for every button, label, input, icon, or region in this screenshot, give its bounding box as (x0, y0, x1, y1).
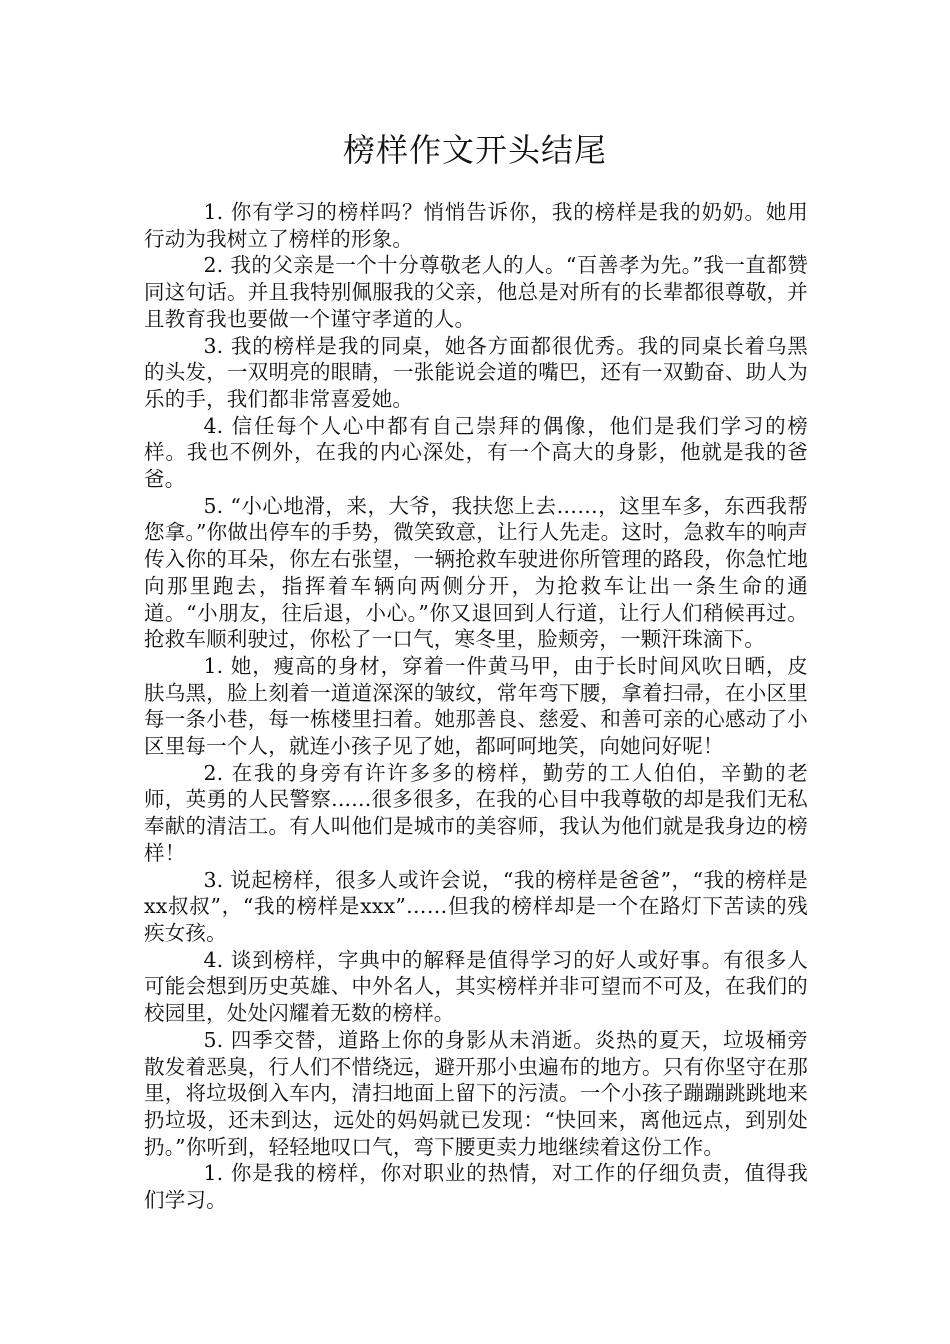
paragraph: 3. 我的榜样是我的同桌，她各方面都很优秀。我的同桌长着乌黑的头发，一双明亮的眼睛，一张能说会道的嘴巴，还有一双勤奋、助人为乐的手，我们都非常喜爱她。 (144, 333, 808, 411)
paragraph: 1. 你是我的榜样，你对职业的热情，对工作的仔细负责，值得我们学习。 (144, 1161, 808, 1213)
paragraph: 1. 你有学习的榜样吗？悄悄告诉你，我的榜样是我的奶奶。她用行动为我树立了榜样的形象。 (144, 200, 808, 251)
paragraph: 2. 我的父亲是一个十分尊敬老人的人。“百善孝为先。”我一直都赞同这句话。并且我特别佩服我的父亲，他总是对所有的长辈都很尊敬，并且教育我也要做一个谨守孝道的人。 (144, 253, 808, 331)
paragraph: 4. 信任每个人心中都有自己崇拜的偶像，他们是我们学习的榜样。我也不例外，在我的内心深处，有一个高大的身影，他就是我的爸爸。 (144, 413, 808, 492)
paragraph: 5. “小心地滑，来，大爷，我扶您上去……，这里车多，东西我帮您拿。”你做出停车的手势，微笑致意，让行人先走。这时，急救车的响声传入你的耳朵，你左右张望，一辆抢救车驶进你所管理的路段，你急忙地向那里跑去，指挥着车辆向两侧分开，为抢救车让出一条生命的通道。“小朋友，往后退，小心。”你又退回到人行道，让行人们稍候再过。抢救车顺利驶过，你松了一口气，寒冬里，脸颊旁，一颗汗珠滴下。 (144, 493, 808, 652)
paragraph: 2. 在我的身旁有许许多多的榜样，勤劳的工人伯伯，辛勤的老师，英勇的人民警察......很多很多，在我的心目中我尊敬的却是我们无私奉献的清洁工。有人叫他们是城市的美容师，我认为他们就是我身边的榜样！ (144, 760, 808, 865)
paragraph: 4. 谈到榜样，字典中的解释是值得学习的好人或好事。有很多人可能会想到历史英雄、中外名人，其实榜样并非可望而不可及，在我们的校园里，处处闪耀着无数的榜样。 (144, 947, 808, 1026)
document-title: 榜样作文开头结尾 (342, 131, 607, 169)
document-body (144, 199, 808, 1214)
paragraph: 5. 四季交替，道路上你的身影从未消逝。炎热的夏天，垃圾桶旁散发着恶臭，行人们不惜绕远，避开那小虫遍布的地方。只有你坚守在那里，将垃圾倒入车内，清扫地面上留下的污渍。一个小孩子蹦蹦跳跳地来扔垃圾，还未到达，远处的妈妈就已发现：“快回来，离他远点，到别处扔。”你听到，轻轻地叹口气，弯下腰更卖力地继续着这份工作。 (144, 1027, 808, 1159)
paragraph: 1. 她，瘦高的身材，穿着一件黄马甲，由于长时间风吹日晒，皮肤乌黑，脸上刻着一道道深深的皱纹，常年弯下腰，拿着扫帚，在小区里每一条小巷，每一栋楼里扫着。她那善良、慈爱、和善可亲的心感动了小区里每一个人，就连小孩子见了她，都呵呵地笑，向她问好呢！ (144, 653, 808, 759)
paragraph: 3. 说起榜样，很多人或许会说，“我的榜样是爸爸”，“我的榜样是xx叔叔”，“我的榜样是xxx”……但我的榜样却是一个在路灯下苦读的残疾女孩。 (144, 867, 808, 945)
